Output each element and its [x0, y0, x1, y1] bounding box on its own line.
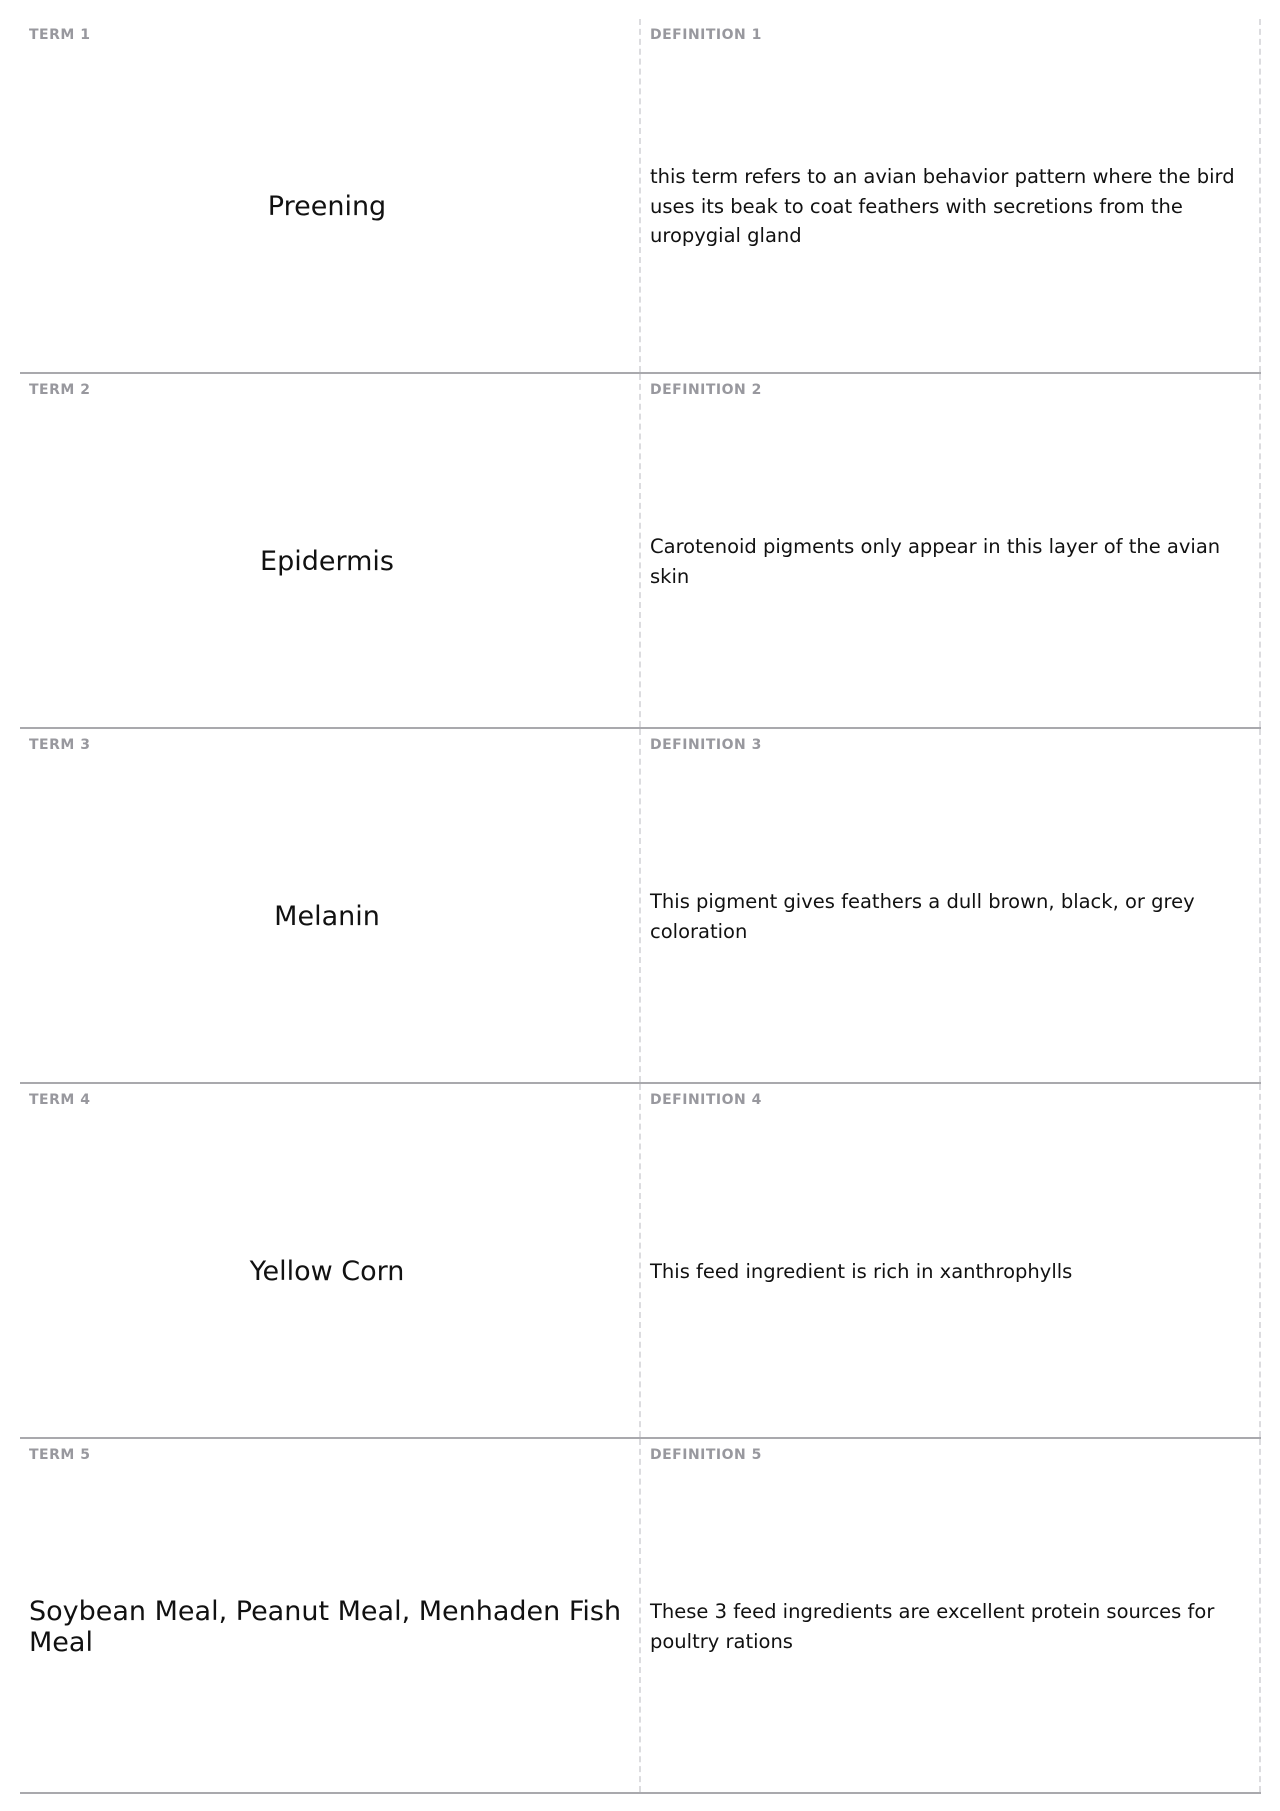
- definition-cell: [641, 1439, 1261, 1792]
- definition-cell: [641, 729, 1261, 1082]
- card-row-5: [20, 1439, 1261, 1794]
- term-text: Epidermis: [260, 546, 394, 577]
- definition-cell: [641, 19, 1261, 372]
- flashcard-sheet: [20, 19, 1261, 1794]
- card-row-1: [20, 19, 1261, 374]
- term-cell: [20, 374, 641, 727]
- definition-text: These 3 feed ingredients are excellent protein sources for poultry rations: [650, 1600, 1215, 1653]
- term-label: TERM 1: [29, 27, 91, 43]
- card-row-2: [20, 374, 1261, 729]
- term-text: Melanin: [274, 901, 380, 932]
- definition-cell: [641, 374, 1261, 727]
- term-label: TERM 3: [29, 737, 91, 753]
- definition-label: DEFINITION 1: [650, 27, 762, 43]
- definition-label: DEFINITION 5: [650, 1447, 762, 1463]
- card-row-4: [20, 1084, 1261, 1439]
- card-row-3: [20, 729, 1261, 1084]
- term-text: Preening: [267, 191, 387, 222]
- term-cell: [20, 19, 641, 372]
- definition-label: DEFINITION 2: [650, 382, 762, 398]
- definition-text: This feed ingredient is rich in xanthrophylls: [650, 1259, 1073, 1283]
- definition-cell: [641, 1084, 1261, 1437]
- definition-label: DEFINITION 3: [650, 737, 762, 753]
- definition-text: Carotenoid pigments only appear in this layer of the avian skin: [650, 535, 1221, 588]
- definition-text: this term refers to an avian behavior pattern where the bird uses its beak to coat feathers with secretions from the uropygial gland: [650, 165, 1235, 248]
- term-label: TERM 5: [29, 1447, 91, 1463]
- term-label: TERM 4: [29, 1092, 91, 1108]
- term-label: TERM 2: [29, 382, 91, 398]
- definition-label: DEFINITION 4: [650, 1092, 762, 1108]
- term-text: Soybean Meal, Peanut Meal, Menhaden Fish Meal: [29, 1595, 622, 1658]
- definition-text: This pigment gives feathers a dull brown, black, or grey coloration: [650, 890, 1195, 943]
- term-cell: [20, 1084, 641, 1437]
- term-cell: [20, 1439, 641, 1792]
- term-text: Yellow Corn: [249, 1256, 405, 1287]
- term-cell: [20, 729, 641, 1082]
